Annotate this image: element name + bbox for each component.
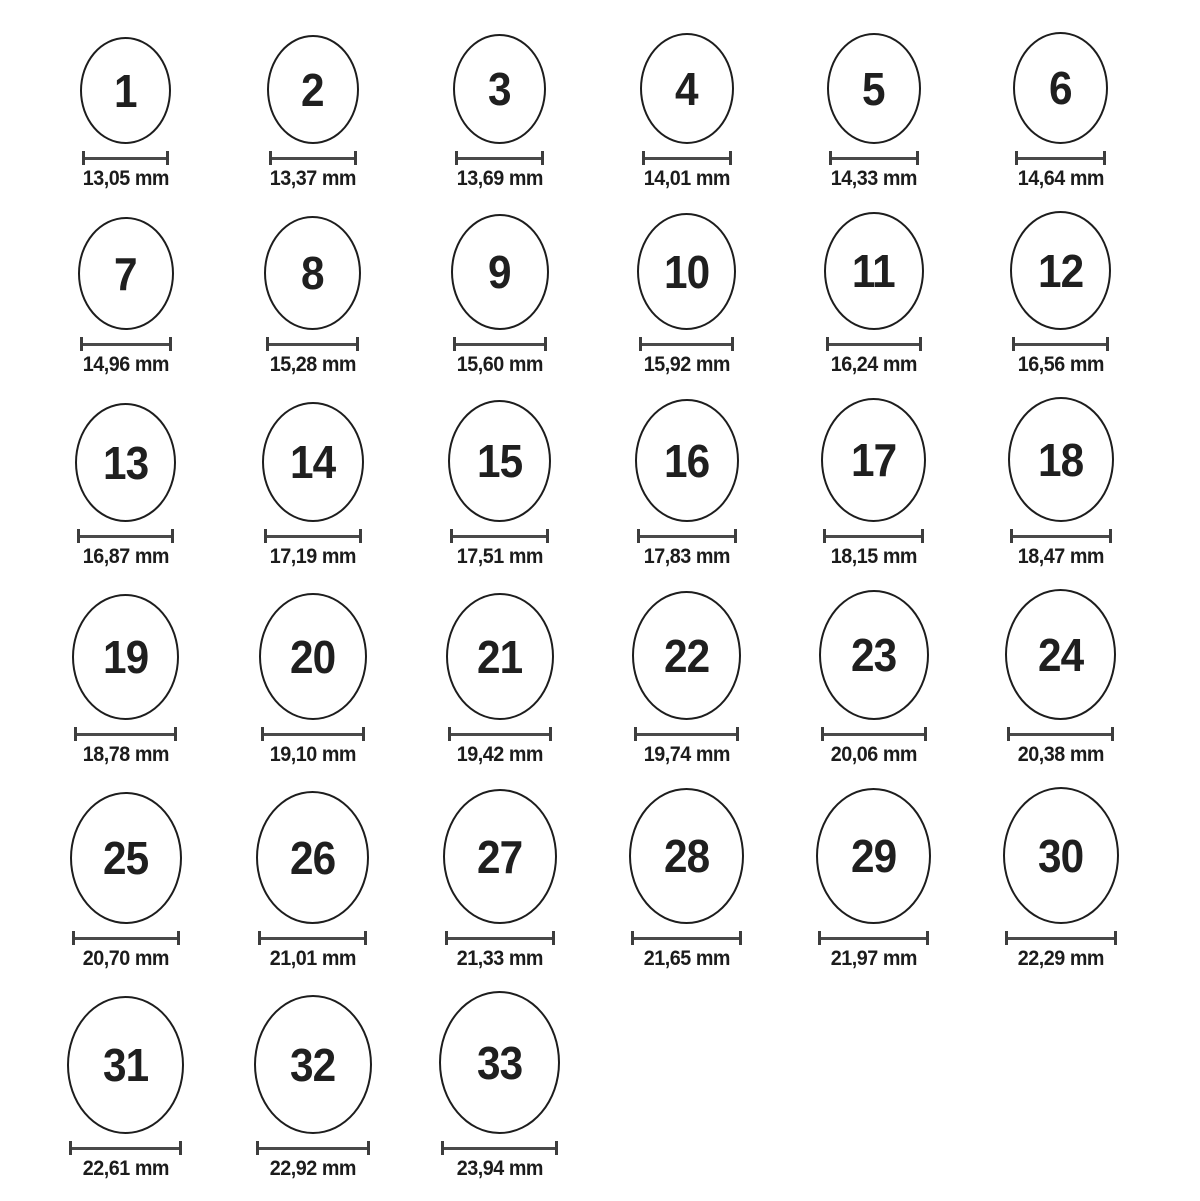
diameter-measure-line — [448, 727, 552, 741]
diameter-measure-line — [1012, 337, 1109, 351]
measure-bar — [451, 733, 549, 736]
diameter-measure-line — [80, 337, 172, 351]
measure-bar — [264, 733, 362, 736]
ring-size-cell — [593, 33, 780, 191]
ring-circle — [256, 791, 369, 924]
diameter-label: 20,38 mm — [1017, 743, 1104, 766]
ring-size-number: 22 — [663, 629, 710, 682]
diameter-label: 14,64 mm — [1017, 167, 1104, 190]
ring-circle — [70, 792, 182, 924]
ring-circle — [446, 593, 554, 720]
diameter-label: 23,94 mm — [456, 1157, 543, 1180]
measure-right-tick-icon — [367, 1141, 370, 1155]
ring-size-number: 11 — [852, 245, 895, 297]
diameter-measure-line — [266, 337, 359, 351]
measure-bar — [448, 937, 552, 940]
ring-size-number: 32 — [289, 1038, 336, 1091]
diameter-measure-line — [823, 529, 924, 543]
ring-size-cell — [780, 398, 967, 569]
ring-size-number: 4 — [675, 62, 698, 115]
measure-bar — [77, 733, 174, 736]
measure-bar — [444, 1147, 555, 1150]
ring-size-number: 9 — [488, 246, 511, 298]
ring-size-number: 28 — [663, 830, 710, 882]
diameter-measure-line — [261, 727, 365, 741]
diameter-label: 15,92 mm — [643, 353, 730, 376]
measure-right-tick-icon — [171, 529, 174, 543]
ring-size-number: 2 — [301, 63, 324, 116]
ring-size-cell — [32, 403, 219, 569]
diameter-measure-line — [634, 727, 739, 741]
measure-bar — [456, 343, 544, 346]
measure-bar — [1010, 733, 1111, 736]
ring-size-number: 29 — [850, 830, 897, 882]
ring-size-cell — [780, 788, 967, 971]
ring-circle — [821, 398, 926, 522]
diameter-measure-line — [818, 931, 929, 945]
ring-size-cell — [406, 789, 593, 971]
diameter-label: 19,10 mm — [269, 743, 356, 766]
diameter-label: 15,60 mm — [456, 353, 543, 376]
measure-right-tick-icon — [926, 931, 929, 945]
diameter-label: 20,06 mm — [830, 743, 917, 766]
ring-size-number: 14 — [289, 436, 336, 488]
ring-circle — [637, 213, 736, 330]
measure-right-tick-icon — [1103, 151, 1106, 165]
ring-size-number: 3 — [488, 63, 511, 115]
diameter-measure-line — [256, 1141, 370, 1155]
diameter-measure-line — [82, 151, 169, 165]
measure-bar — [824, 733, 924, 736]
ring-size-cell — [593, 399, 780, 569]
ring-size-cell — [967, 787, 1154, 971]
measure-bar — [637, 733, 736, 736]
measure-bar — [458, 157, 541, 160]
ring-circle — [78, 217, 174, 330]
ring-size-number: 1 — [114, 64, 137, 117]
measure-bar — [1015, 343, 1106, 346]
measure-right-tick-icon — [731, 337, 734, 351]
diameter-measure-line — [1007, 727, 1114, 741]
measure-right-tick-icon — [729, 151, 732, 165]
diameter-label: 16,24 mm — [830, 353, 917, 376]
ring-circle — [632, 591, 741, 720]
ring-size-number: 30 — [1037, 829, 1084, 882]
measure-bar — [72, 1147, 179, 1150]
ring-circle — [453, 34, 546, 144]
diameter-label: 13,37 mm — [269, 167, 356, 190]
diameter-label: 18,78 mm — [82, 743, 169, 766]
diameter-label: 16,56 mm — [1017, 353, 1104, 376]
ring-circle — [267, 35, 359, 144]
diameter-label: 17,51 mm — [456, 545, 543, 568]
ring-circle — [827, 33, 921, 144]
diameter-measure-line — [258, 931, 367, 945]
measure-bar — [642, 343, 731, 346]
diameter-label: 21,65 mm — [643, 947, 730, 970]
diameter-label: 16,87 mm — [82, 545, 169, 568]
measure-right-tick-icon — [552, 931, 555, 945]
measure-right-tick-icon — [919, 337, 922, 351]
measure-bar — [259, 1147, 367, 1150]
diameter-measure-line — [829, 151, 919, 165]
measure-right-tick-icon — [546, 529, 549, 543]
ring-circle — [264, 216, 361, 330]
diameter-label: 21,33 mm — [456, 947, 543, 970]
diameter-measure-line — [269, 151, 357, 165]
diameter-measure-line — [639, 337, 734, 351]
diameter-label: 22,29 mm — [1017, 947, 1104, 970]
ring-circle — [824, 212, 924, 330]
diameter-measure-line — [642, 151, 732, 165]
diameter-measure-line — [631, 931, 742, 945]
diameter-label: 19,42 mm — [456, 743, 543, 766]
ring-size-number: 24 — [1037, 628, 1084, 681]
measure-bar — [829, 343, 919, 346]
ring-circle — [448, 400, 551, 522]
ring-circle — [443, 789, 557, 924]
measure-bar — [832, 157, 916, 160]
ring-circle — [1013, 32, 1108, 144]
ring-circle — [262, 402, 364, 522]
diameter-label: 18,47 mm — [1017, 545, 1104, 568]
ring-size-cell — [219, 216, 406, 377]
measure-right-tick-icon — [544, 337, 547, 351]
ring-size-cell — [32, 792, 219, 971]
diameter-label: 21,01 mm — [269, 947, 356, 970]
diameter-measure-line — [1015, 151, 1106, 165]
diameter-label: 17,83 mm — [643, 545, 730, 568]
diameter-measure-line — [637, 529, 737, 543]
diameter-measure-line — [450, 529, 549, 543]
measure-right-tick-icon — [364, 931, 367, 945]
measure-bar — [267, 535, 359, 538]
ring-circle — [1008, 397, 1114, 522]
ring-size-number: 16 — [663, 434, 710, 487]
diameter-label: 17,19 mm — [269, 545, 356, 568]
ring-size-cell — [406, 214, 593, 377]
ring-size-number: 12 — [1037, 244, 1084, 297]
ring-size-number: 5 — [862, 62, 885, 115]
measure-bar — [85, 157, 166, 160]
measure-right-tick-icon — [555, 1141, 558, 1155]
ring-size-number: 31 — [102, 1039, 149, 1091]
ring-circle — [1005, 589, 1116, 720]
measure-right-tick-icon — [541, 151, 544, 165]
ring-circle — [451, 214, 549, 330]
ring-size-cell — [967, 397, 1154, 569]
measure-right-tick-icon — [354, 151, 357, 165]
ring-size-number: 19 — [102, 631, 149, 683]
ring-size-number: 15 — [476, 435, 523, 487]
diameter-label: 13,69 mm — [456, 167, 543, 190]
diameter-label: 14,33 mm — [830, 167, 917, 190]
measure-bar — [269, 343, 356, 346]
ring-size-cell — [219, 402, 406, 569]
diameter-label: 15,28 mm — [269, 353, 356, 376]
ring-circle — [254, 995, 372, 1134]
ring-circle — [819, 590, 929, 720]
ring-size-cell — [406, 34, 593, 191]
ring-size-cell — [219, 791, 406, 971]
ring-size-number: 6 — [1049, 62, 1072, 114]
ring-size-cell — [780, 33, 967, 191]
ring-circle — [1003, 787, 1119, 924]
measure-right-tick-icon — [1111, 727, 1114, 741]
ring-size-number: 8 — [301, 247, 324, 299]
measure-right-tick-icon — [1106, 337, 1109, 351]
ring-size-cell — [406, 991, 593, 1181]
diameter-measure-line — [74, 727, 177, 741]
ring-size-number: 10 — [663, 245, 710, 298]
diameter-measure-line — [455, 151, 544, 165]
measure-right-tick-icon — [1114, 931, 1117, 945]
measure-bar — [75, 937, 177, 940]
ring-size-cell — [32, 594, 219, 767]
diameter-measure-line — [77, 529, 174, 543]
measure-bar — [1013, 535, 1109, 538]
measure-right-tick-icon — [921, 529, 924, 543]
measure-bar — [83, 343, 169, 346]
measure-right-tick-icon — [924, 727, 927, 741]
measure-bar — [640, 535, 734, 538]
measure-right-tick-icon — [169, 337, 172, 351]
measure-right-tick-icon — [359, 529, 362, 543]
ring-size-number: 27 — [476, 830, 523, 883]
ring-size-cell — [780, 590, 967, 767]
ring-size-cell — [406, 400, 593, 569]
ring-size-cell — [967, 589, 1154, 767]
ring-size-cell — [593, 213, 780, 377]
ring-size-number: 25 — [102, 832, 149, 884]
measure-right-tick-icon — [362, 727, 365, 741]
ring-size-cell — [967, 32, 1154, 191]
measure-right-tick-icon — [179, 1141, 182, 1155]
diameter-label: 14,01 mm — [643, 167, 730, 190]
ring-circle — [75, 403, 176, 522]
measure-bar — [1008, 937, 1114, 940]
ring-size-cell — [32, 37, 219, 191]
ring-size-number: 23 — [850, 629, 897, 681]
diameter-measure-line — [821, 727, 927, 741]
ring-circle — [67, 996, 184, 1134]
ring-size-number: 33 — [476, 1036, 523, 1089]
diameter-measure-line — [1005, 931, 1117, 945]
diameter-label: 22,92 mm — [269, 1157, 356, 1180]
ring-size-cell — [780, 212, 967, 377]
measure-right-tick-icon — [736, 727, 739, 741]
ring-size-cell — [219, 35, 406, 191]
measure-right-tick-icon — [166, 151, 169, 165]
ring-circle — [439, 991, 560, 1134]
diameter-measure-line — [72, 931, 180, 945]
diameter-label: 18,15 mm — [830, 545, 917, 568]
ring-size-number: 18 — [1037, 433, 1084, 486]
diameter-label: 21,97 mm — [830, 947, 917, 970]
ring-circle — [72, 594, 179, 720]
ring-size-number: 21 — [476, 630, 523, 683]
measure-bar — [826, 535, 921, 538]
ring-size-cell — [32, 996, 219, 1181]
ring-size-cell — [593, 591, 780, 767]
measure-bar — [821, 937, 926, 940]
ring-size-number: 13 — [102, 436, 149, 489]
ring-circle — [640, 33, 734, 144]
ring-size-cell — [219, 593, 406, 767]
ring-size-number: 17 — [850, 434, 897, 486]
diameter-label: 22,61 mm — [82, 1157, 169, 1180]
ring-size-cell — [406, 593, 593, 767]
ring-size-number: 26 — [289, 831, 336, 884]
measure-bar — [272, 157, 354, 160]
diameter-measure-line — [826, 337, 922, 351]
measure-bar — [1018, 157, 1103, 160]
ring-size-number: 20 — [289, 630, 336, 683]
measure-right-tick-icon — [1109, 529, 1112, 543]
measure-bar — [645, 157, 729, 160]
ring-circle — [80, 37, 171, 144]
ring-circle — [1010, 211, 1111, 330]
measure-right-tick-icon — [916, 151, 919, 165]
diameter-measure-line — [445, 931, 555, 945]
measure-right-tick-icon — [549, 727, 552, 741]
diameter-measure-line — [453, 337, 547, 351]
diameter-measure-line — [264, 529, 362, 543]
ring-circle — [816, 788, 931, 924]
diameter-measure-line — [441, 1141, 558, 1155]
measure-bar — [453, 535, 546, 538]
measure-right-tick-icon — [174, 727, 177, 741]
measure-bar — [261, 937, 364, 940]
measure-bar — [80, 535, 171, 538]
ring-size-cell — [219, 995, 406, 1181]
measure-bar — [634, 937, 739, 940]
measure-right-tick-icon — [734, 529, 737, 543]
ring-circle — [259, 593, 367, 720]
diameter-measure-line — [1010, 529, 1112, 543]
ring-size-cell — [593, 788, 780, 971]
measure-right-tick-icon — [177, 931, 180, 945]
ring-size-cell — [32, 217, 219, 377]
diameter-label: 19,74 mm — [643, 743, 730, 766]
ring-size-cell — [967, 211, 1154, 377]
diameter-measure-line — [69, 1141, 182, 1155]
diameter-label: 13,05 mm — [82, 167, 169, 190]
ring-circle — [629, 788, 744, 924]
diameter-label: 20,70 mm — [82, 947, 169, 970]
ring-size-number: 7 — [114, 247, 137, 300]
measure-right-tick-icon — [356, 337, 359, 351]
diameter-label: 14,96 mm — [82, 353, 169, 376]
measure-right-tick-icon — [739, 931, 742, 945]
ring-circle — [635, 399, 739, 522]
